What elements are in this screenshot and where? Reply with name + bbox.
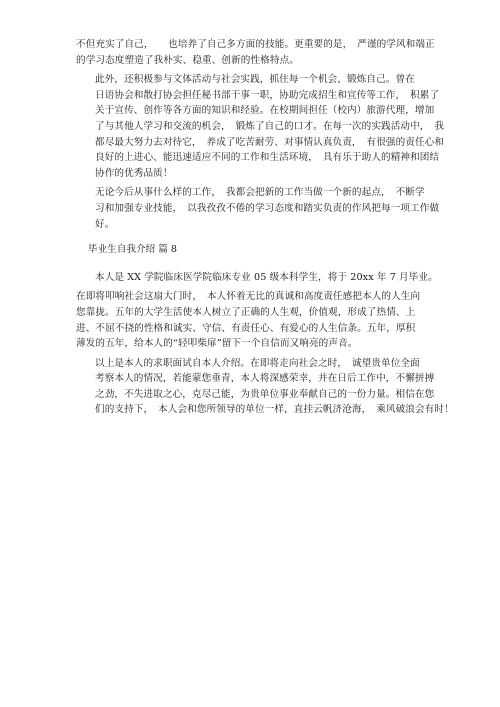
text-line: 进、不屈不挠的性格和诚实、守信、有责任心、有爱心的人生信条。五年，厚积 bbox=[76, 322, 416, 334]
paragraph-intro bbox=[76, 270, 438, 286]
text-line: 此外，还积极参与文体活动与社会实践，抓住每一个机会，锻炼自己。曾在 bbox=[95, 74, 415, 86]
text-line: 您靠拢。五年的大学生活使本人树立了正确的人生观，价值观，形成了热情、上 bbox=[76, 306, 416, 318]
text-line: 日语协会和散打协会担任秘书部干事一职，协助完成招生和宣传等工作， 积累了 bbox=[95, 89, 440, 101]
text-line: 好。 bbox=[95, 218, 115, 230]
paragraph-life-values bbox=[76, 289, 427, 351]
text-line: 良好的上进心、能迅速适应不同的工作和生活环境， 具有乐于助人的精神和团结 bbox=[95, 152, 440, 164]
text-line: 协作的优秀品质！ bbox=[95, 167, 173, 179]
text-line: 都尽最大努力去对待它， 养成了吃苦耐劳、对事情认真负责， 有很强的责任心和 bbox=[95, 136, 445, 148]
text-line: 们的支持下， 本人会和您所领导的单位一样，直挂云帆济沧海， 乘风破浪会有时！ bbox=[95, 404, 454, 416]
paragraph-future-work bbox=[76, 185, 440, 232]
text-line: 本人是 XX 学院临床医学院临床专业 05 级本科学生，将于 20xx 年 7 月毕业。 bbox=[95, 271, 438, 283]
section-heading: 毕业生自我介绍 篇 8 bbox=[88, 244, 177, 256]
text-line: 考察本人的情况，若能蒙您垂青，本人将深感荣幸，并在日后工作中，不懈拼搏 bbox=[95, 373, 435, 385]
text-line: 薄发的五年，给本人的“轻叩柴扉”留下一个自信而又响亮的声音。 bbox=[76, 338, 358, 350]
text-line: 了与其他人学习和交流的机会， 锻炼了自己的口才。在每一次的实践活动中， 我 bbox=[95, 120, 445, 132]
text-line: 的学习态度塑造了我朴实、稳重、创新的性格特点。 bbox=[76, 54, 299, 66]
paragraph-activities bbox=[76, 72, 445, 181]
text-line: 习和加强专业技能， 以我孜孜不倦的学习态度和踏实负责的作风把每一项工作做 bbox=[95, 202, 440, 214]
paragraph-study-attitude bbox=[76, 37, 435, 68]
text-line: 在即将叩响社会这扇大门时， 本人怀着无比的真诚和高度责任感把本人的人生向 bbox=[76, 291, 421, 303]
text-line: 无论今后从事什么样的工作， 我都会把新的工作当做一个新的起点， 不断学 bbox=[95, 187, 425, 199]
paragraph-closing bbox=[76, 356, 454, 418]
text-line: 不但充实了自己， 也培养了自己多方面的技能。更重要的是， 严谨的学风和端正 bbox=[76, 39, 435, 50]
text-line: 关于宣传、创作等各方面的知识和经验。在校期间担任（校内）旅游代理，增加 bbox=[95, 105, 435, 117]
text-line: 以上是本人的求职面试自本人介绍。在即将走向社会之时， 诚望贵单位全面 bbox=[95, 357, 420, 369]
text-line: 之劲，不失进取之心，克尽己能，为贵单位事业奉献自己的一份力量。相信在您 bbox=[95, 388, 435, 400]
